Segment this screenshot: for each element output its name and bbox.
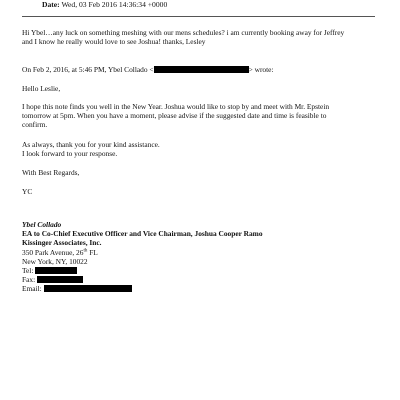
reply-line: Hi Ybel…any luck on something meshing with our mens schedules? i am currently booking away for Jeffrey: [22, 28, 345, 37]
signature-tel: [22, 266, 374, 275]
closing-line: With Best Regards,: [22, 168, 80, 177]
redacted-fax-box: [37, 276, 83, 284]
quote-header-suffix: > wrote:: [248, 65, 274, 74]
greeting: Hello Leslie,: [22, 84, 61, 93]
quote-header: [22, 65, 374, 74]
quote-header-prefix: On Feb 2, 2016, at 5:46 PM, Ybel Collado <: [22, 65, 154, 74]
paragraph-line: I hope this note finds you well in the New Year. Joshua would like to stop by and meet with Mr. Epstein: [22, 102, 330, 111]
paragraph-line: I look forward to your response.: [22, 149, 118, 159]
tel-label: Tel:: [22, 266, 34, 276]
date-value: Wed, 03 Feb 2016 14:36:34 +0000: [61, 0, 168, 9]
email-label: Email:: [22, 284, 42, 294]
initials-text: YC: [22, 187, 33, 196]
signature-email: [22, 284, 374, 293]
address-floor: FL: [87, 247, 98, 257]
redacted-email-box: [154, 66, 249, 74]
signature-block: [22, 220, 374, 294]
original-paragraph-2: [22, 140, 374, 158]
redacted-tel-box: [35, 267, 77, 275]
address-superscript: th: [83, 248, 88, 254]
signature-address-line-2: New York, NY, 10022: [22, 256, 88, 266]
signature-title: EA to Co-Chief Executive Officer and Vice Chairman, Joshua Cooper Ramo: [22, 229, 263, 239]
paragraph-line: confirm.: [22, 120, 48, 130]
signature-address-line-1: [22, 248, 374, 257]
date-header: [42, 0, 167, 9]
original-message: [22, 84, 374, 93]
address-street: 350 Park Avenue, 26: [22, 247, 84, 257]
original-paragraph-1: [22, 102, 374, 130]
paragraph-line: As always, thank you for your kind assistance.: [22, 140, 160, 149]
redacted-email-signature-box: [44, 285, 132, 293]
paragraph-line: tomorrow at 5pm. When you have a moment, please advise if the suggested date and time is feasible to: [22, 111, 327, 121]
initials: [22, 187, 374, 196]
reply-line: and I know he really would love to see Joshua! thanks, Lesley: [22, 37, 206, 47]
reply-body: [22, 28, 374, 46]
fax-label: Fax:: [22, 275, 36, 285]
header-divider: [22, 16, 375, 17]
closing: [22, 168, 374, 177]
signature-name: Ybel Collado: [22, 220, 62, 229]
date-label: Date:: [42, 0, 60, 9]
signature-company: Kissinger Associates, Inc.: [22, 238, 102, 248]
signature-fax: [22, 275, 374, 284]
